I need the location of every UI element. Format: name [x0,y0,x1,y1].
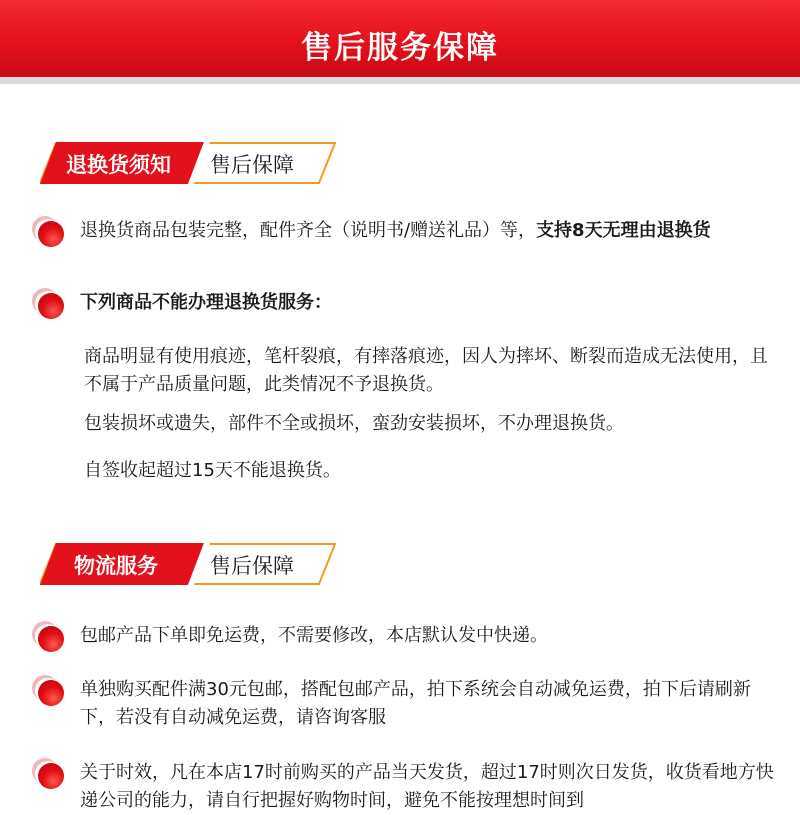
list-item: 单独购买配件满30元包邮，搭配包邮产品，拍下系统会自动减免运费，拍下后请刷新下，若没有自动减免运费，请咨询客服 [80,679,751,728]
list-item: 关于时效，凡在本店17时前购买的产品当天发货，超过17时则次日发货，收货看地方快递公司的能力，请自行把握好购物时间，避免不能按理想时间到 [80,762,774,811]
tab-after-sales: 售后保障 [210,153,294,177]
list-item [80,289,780,317]
tab-after-sales: 售后保障 [210,554,294,578]
non-returnable-heading: 下列商品不能办理退换货服务： [80,292,332,313]
paragraph: 自签收起超过15天不能退换货。 [84,460,341,481]
tab-logistics-service: 物流服务 [74,554,158,578]
section-header-returns [40,142,340,184]
section-header-logistics [40,543,340,585]
paragraph: 包装损坏或遗失，部件不全或损坏，蛮劲安装损坏，不办理退换货。 [84,413,624,434]
paragraph: 商品明显有使用痕迹，笔杆裂痕，有摔落痕迹，因人为摔坏、断裂而造成无法使用，且不属于产品质量问题，此类情况不予退换货。 [84,346,768,395]
list-item: 包邮产品下单即免运费，不需要修改，本店默认发中快递。 [80,625,548,646]
bullet-icon [38,626,64,652]
bullet-icon [38,680,64,706]
tab-returns-notice: 退换货须知 [66,153,171,177]
return-policy-highlight: 支持8天无理由退换货 [536,220,711,241]
bullet-icon [38,221,64,247]
bullet-icon [38,293,64,319]
page-title: 售后服务保障 [301,30,499,66]
header-banner [0,0,800,84]
return-policy-text: 退换货商品包装完整，配件齐全（说明书/赠送礼品）等， [80,220,537,241]
bullet-icon [38,763,64,789]
list-item [80,217,780,245]
